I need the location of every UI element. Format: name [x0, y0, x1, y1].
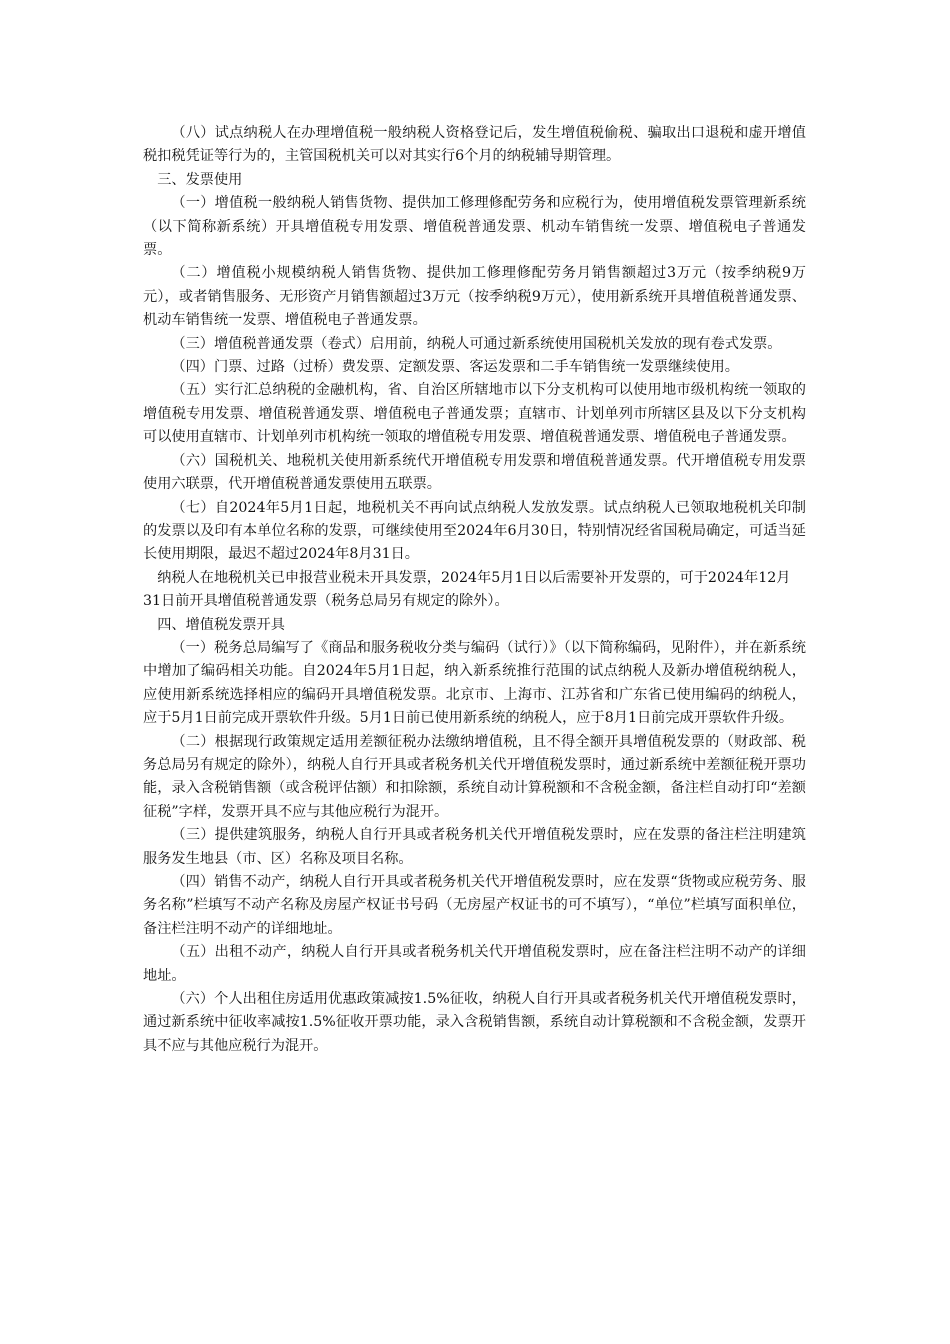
- paragraph-7-local-tax-invoices: （七）自2024年5月1日起，地税机关不再向试点纳税人发放发票。试点纳税人已领取地税机关印制的发票以及印有本单位名称的发票，可继续使用至2024年6月30日，特别情况经省国税局确定，可适当延长使用期限，最迟不超过2024年8月31日。: [143, 499, 806, 563]
- paragraph-6-housing-rent: （六）个人出租住房适用优惠政策减按1.5%征收，纳税人自行开具或者税务机关代开增值税发票时，通过新系统中征收率减按1.5%征收开票功能，录入含税销售额，系统自动计算税额和不含税金额，发票开具不应与其他应税行为混开。: [143, 991, 806, 1054]
- paragraph-5-financial-institutions: （五）实行汇总纳税的金融机构，省、自治区所辖地市以下分支机构可以使用地市级机构统一领取的增值税专用发票、增值税普通发票、增值税电子普通发票；直辖市、计划单列市所辖区县及以下分支机构可以使用直辖市、计划单列市机构统一领取的增值税专用发票、增值税普通发票、增值税电子普通发票。: [143, 382, 806, 446]
- paragraph-1-general-taxpayer: （一）增值税一般纳税人销售货物、提供加工修理修配劳务和应税行为，使用增值税发票管理新系统（以下简称新系统）开具增值税专用发票、增值税普通发票、机动车销售统一发票、增值税电子普通发票。: [143, 195, 806, 259]
- paragraph-3-construction: （三）提供建筑服务，纳税人自行开具或者税务机关代开增值税发票时，应在发票的备注栏注明建筑服务发生地县（市、区）名称及项目名称。: [143, 827, 806, 867]
- paragraph-3-roll-invoice: （三）增值税普通发票（卷式）启用前，纳税人可通过新系统使用国税机关发放的现有卷式发票。: [171, 335, 782, 352]
- paragraph-6-tax-office-issuing: （六）国税机关、地税机关使用新系统代开增值税专用发票和增值税普通发票。代开增值税专用发票使用六联票，代开增值税普通发票使用五联票。: [143, 452, 806, 493]
- paragraph-4-tickets: （四）门票、过路（过桥）费发票、定额发票、客运发票和二手车销售统一发票继续使用。: [171, 359, 739, 376]
- section-heading-invoice-use: 三、发票使用: [157, 171, 243, 188]
- section-heading-vat-invoice-issuing: 四、增值税发票开具: [157, 616, 285, 633]
- paragraph-2-differential-tax: （二）根据现行政策规定适用差额征税办法缴纳增值税，且不得全额开具增值税发票的（财政部、税务总局另有规定的除外），纳税人自行开具或者税务机关代开增值税发票时，通过新系统中差额征税开票功能，录入含税销售额（或含税评估额）和扣除额，系统自动计算税额和不含税金额，备注栏自动打印“差额征税”字样，发票开具不应与其他应税行为混开。: [143, 733, 806, 820]
- paragraph-supplementary-invoice: 纳税人在地税机关已申报营业税未开具发票，2024年5月1日以后需要补开发票的，可于2024年12月31日前开具增值税普通发票（税务总局另有规定的除外）。: [143, 569, 791, 610]
- document-page: [143, 122, 806, 1058]
- paragraph-8-tutoring-period: （八）试点纳税人在办理增值税一般纳税人资格登记后，发生增值税偷税、骗取出口退税和虚开增值税扣税凭证等行为的，主管国税机关可以对其实行6个月的纳税辅导期管理。: [143, 125, 806, 165]
- paragraph-2-small-scale-taxpayer: （二）增值税小规模纳税人销售货物、提供加工修理修配劳务月销售额超过3万元（按季纳税9万元），或者销售服务、无形资产月销售额超过3万元（按季纳税9万元），使用新系统开具增值税普通发票、机动车销售统一发票、增值税电子普通发票。: [143, 265, 806, 329]
- paragraph-4-real-estate-sale: （四）销售不动产，纳税人自行开具或者税务机关代开增值税发票时，应在发票“货物或应税劳务、服务名称”栏填写不动产名称及房屋产权证书号码（无房屋产权证书的可不填写），“单位”栏填写面积单位，备注栏注明不动产的详细地址。: [143, 874, 806, 937]
- paragraph-1-coding: （一）税务总局编写了《商品和服务税收分类与编码（试行）》（以下简称编码，见附件），并在新系统中增加了编码相关功能。自2024年5月1日起，纳入新系统推行范围的试点纳税人及新办增值税纳税人，应使用新系统选择相应的编码开具增值税发票。北京市、上海市、江苏省和广东省已使用编码的纳税人，应于5月1日前完成开票软件升级。5月1日前已使用新系统的纳税人，应于8月1日前完成开票软件升级。: [143, 639, 806, 727]
- paragraph-5-real-estate-rent: （五）出租不动产，纳税人自行开具或者税务机关代开增值税发票时，应在备注栏注明不动产的详细地址。: [143, 944, 806, 984]
